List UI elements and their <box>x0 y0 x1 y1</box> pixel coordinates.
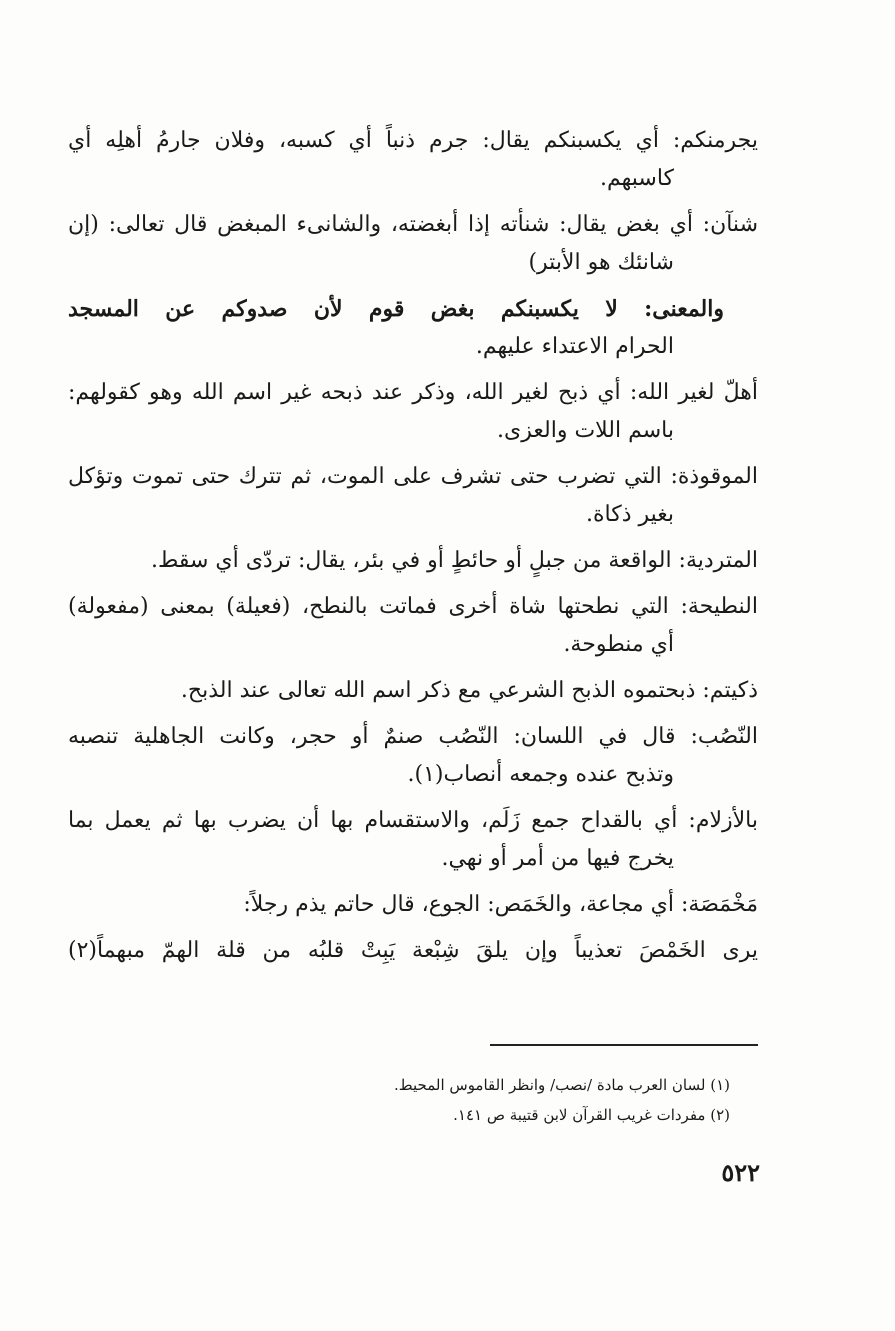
entry-line: يخرج فيها من أمر أو نهي. <box>441 846 674 871</box>
glossary-entry-mawqudha <box>68 458 758 534</box>
entry-line: أي منطوحة. <box>563 632 674 657</box>
glossary-body <box>68 122 758 978</box>
glossary-entry-makhmasa <box>68 886 758 924</box>
glossary-entry-yajrimannakum <box>68 122 758 198</box>
entry-line: باسم اللات والعزى. <box>497 418 674 443</box>
entry-line: الموقوذة: التي تضرب حتى تشرف على الموت، ثم تترك حتى تموت وتؤكل <box>68 464 758 489</box>
glossary-entry-uhilla <box>68 374 758 450</box>
glossary-entry-dhakkaytum <box>68 672 758 710</box>
entry-line: شنآن: أي بغض يقال: شنأته إذا أبغضته، والشانىء المبغض قال تعالى: (إن <box>68 212 758 237</box>
entry-line: المتردية: الواقعة من جبلٍ أو حائطٍ أو في بئر، يقال: تردّى أي سقط. <box>150 548 758 573</box>
footnote-separator <box>490 1044 758 1046</box>
entry-line: شانئك هو الأبتر) <box>528 250 674 275</box>
footnote-2: (٢) مفردات غريب القرآن لابن قتيبة ص ١٤١. <box>453 1106 730 1124</box>
entry-line: وتذبح عنده وجمعه أنصاب(١). <box>407 762 674 787</box>
entry-line: أهلّ لغير الله: أي ذبح لغير الله، وذكر عند ذبحه غير اسم الله وهو كقولهم: <box>68 380 758 405</box>
entry-line: ذكيتم: ذبحتموه الذبح الشرعي مع ذكر اسم الله تعالى عند الذبح. <box>180 678 758 703</box>
entry-line: بغير ذكاة. <box>586 502 674 527</box>
entry-line: بالأزلام: أي بالقداح جمع زَلَم، والاستقسام بها أن يضرب بها ثم يعمل بما <box>68 808 758 833</box>
glossary-entry-azlam <box>68 802 758 878</box>
poetry-verse <box>68 932 758 970</box>
entry-line: النّصُب: قال في اللسان: النّصُب صنمٌ أو حجر، وكانت الجاهلية تنصبه <box>68 724 758 749</box>
entry-line: الحرام الاعتداء عليهم. <box>475 334 674 359</box>
glossary-entry-natiha <box>68 588 758 664</box>
glossary-entry-mutaraddiya <box>68 542 758 580</box>
entry-line: النطيحة: التي نطحتها شاة أخرى فماتت بالنطح، (فعيلة) بمعنى (مفعولة) <box>68 594 758 619</box>
verse-line: يرى الخَمْصَ تعذيباً وإن يلقَ شِبْعة يَبِتْ قلبُه من قلة الهمّ مبهماً(٢) <box>68 938 758 963</box>
entry-line: والمعنى: لا يكسبنكم بغض قوم لأن صدوكم عن المسجد <box>68 296 724 322</box>
glossary-entry-meaning <box>68 290 758 366</box>
entry-line: مَخْمَصَة: أي مجاعة، والخَمَص: الجوع، قال حاتم يذم رجلاً: <box>243 892 758 917</box>
footnote-1: (١) لسان العرب مادة /نصب/ وانظر القاموس المحيط. <box>393 1076 730 1094</box>
entry-line: كاسبهم. <box>599 166 674 191</box>
footnotes <box>300 1070 730 1130</box>
glossary-entry-nusub <box>68 718 758 794</box>
entry-line: يجرمنكم: أي يكسبنكم يقال: جرم ذنباً أي كسبه، وفلان جارمُ أهلِه أي <box>68 128 758 153</box>
page-number: ٥٢٢ <box>721 1158 760 1187</box>
glossary-entry-shanaan <box>68 206 758 282</box>
